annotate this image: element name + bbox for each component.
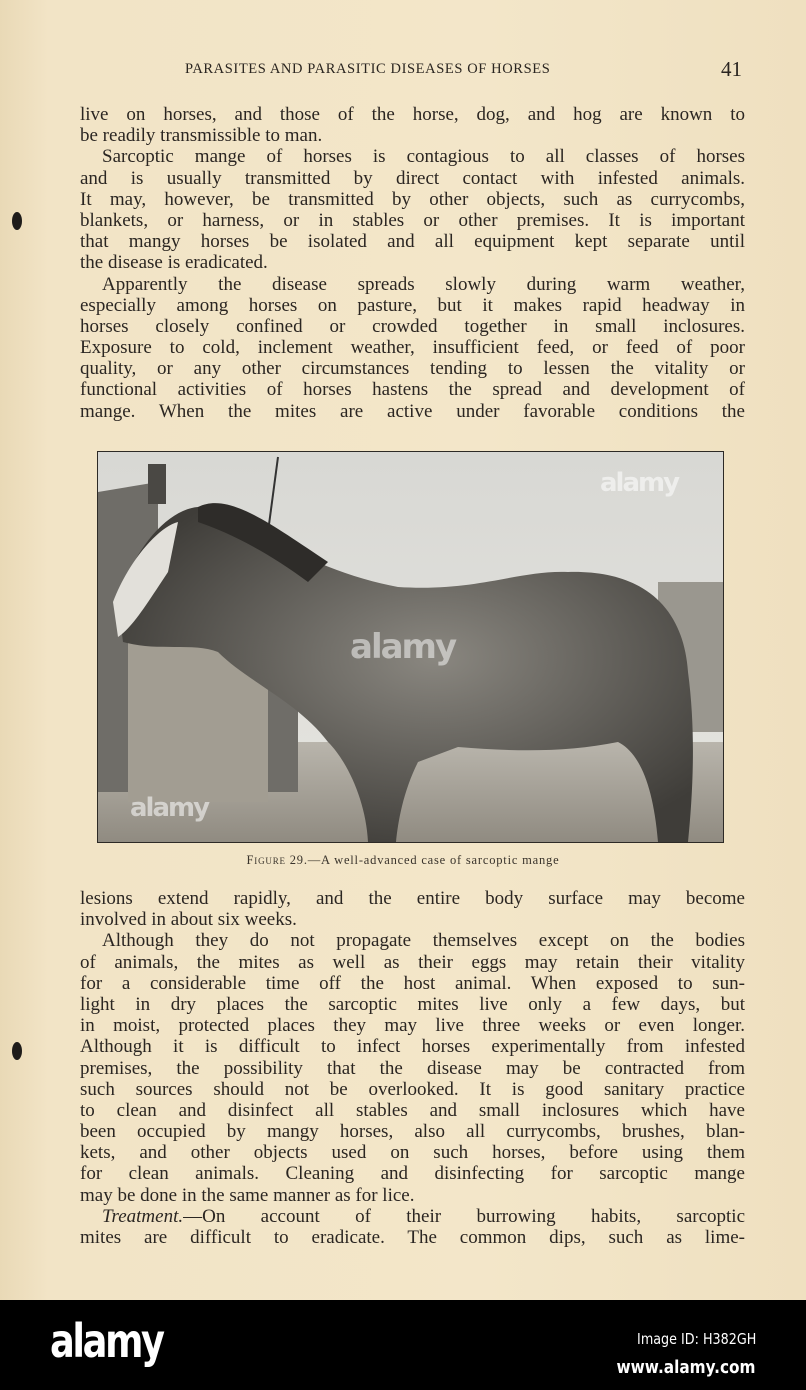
- text-line: involved in about six weeks.: [80, 909, 297, 931]
- figure-caption: [0, 853, 806, 868]
- text-line: mites are difficult to eradicate. The common dips, such as lime-: [80, 1227, 745, 1248]
- stock-footer: [0, 1300, 806, 1390]
- text-line: blankets, or harness, or in stables or other premises. It is important: [80, 209, 745, 231]
- text-line: for clean animals. Cleaning and disinfecting for sarcoptic mange: [80, 1163, 745, 1185]
- text-line: Exposure to cold, inclement weather, insufficient feed, or feed of poor: [80, 337, 745, 359]
- text-line: Apparently the disease spreads slowly during warm weather,: [102, 273, 745, 295]
- text-line: live on horses, and those of the horse, dog, and hog are known to: [80, 104, 745, 125]
- watermark: alamy: [350, 627, 456, 667]
- text-line: light in dry places the sarcoptic mites live only a few days, but: [80, 993, 745, 1015]
- text-line: for a considerable time off the host animal. When exposed to sun-: [80, 972, 745, 994]
- watermark: alamy: [600, 468, 679, 498]
- text-line: in moist, protected places they may live three weeks or even longer.: [80, 1015, 745, 1037]
- text-line: Although they do not propagate themselves except on the bodies: [102, 930, 745, 952]
- text-line: Sarcoptic mange of horses is contagious to all classes of horses: [102, 146, 745, 168]
- binding-hole: [12, 1042, 22, 1060]
- text-line: that mangy horses be isolated and all equipment kept separate until: [80, 231, 745, 253]
- alamy-logo: alamy: [50, 1314, 163, 1368]
- watermark: alamy: [130, 793, 209, 823]
- text-line: especially among horses on pasture, but it makes rapid headway in: [80, 294, 745, 316]
- text-line: been occupied by mangy horses, also all currycombs, brushes, blan-: [80, 1121, 745, 1143]
- text-line: to clean and disinfect all stables and small inclosures which have: [80, 1099, 745, 1121]
- text-line: may be done in the same manner as for lice.: [80, 1184, 415, 1206]
- text-line: be readily transmissible to man.: [80, 125, 323, 147]
- running-title: PARASITES AND PARASITIC DISEASES OF HORSES: [185, 61, 551, 77]
- page-number: 41: [721, 57, 742, 81]
- text-line: horses closely confined or crowded together in small inclosures.: [80, 315, 745, 337]
- text-line: the disease is eradicated.: [80, 252, 268, 274]
- text-line: Treatment.—On account of their burrowing habits, sarcoptic: [102, 1205, 745, 1227]
- figure-label: Figure 29.: [246, 853, 308, 867]
- text-line: premises, the possibility that the disease may be contracted from: [80, 1057, 745, 1079]
- text-line: and is usually transmitted by direct contact with infested animals.: [80, 167, 745, 189]
- text-line: lesions extend rapidly, and the entire body surface may become: [80, 888, 745, 909]
- text-line: Although it is difficult to infect horses experimentally from infested: [80, 1036, 745, 1058]
- site-url: www.alamy.com: [617, 1357, 756, 1378]
- figure-caption-text: —A well-advanced case of sarcoptic mange: [307, 853, 560, 867]
- section-lead-in: Treatment.: [102, 1205, 184, 1227]
- text-line: quality, or any other circumstances tending to lessen the vitality or: [80, 358, 745, 380]
- image-id: Image ID: H382GH: [636, 1330, 756, 1348]
- text-block-top: [80, 104, 745, 422]
- text-line: functional activities of horses hastens the spread and development of: [80, 379, 745, 401]
- text-line: It may, however, be transmitted by other objects, such as currycombs,: [80, 188, 745, 210]
- text-line: kets, and other objects used on such horses, before using them: [80, 1142, 745, 1164]
- text-line: mange. When the mites are active under favorable conditions the: [80, 400, 745, 422]
- text-line: of animals, the mites as well as their eggs may retain their vitality: [80, 951, 745, 973]
- text-line: such sources should not be overlooked. It is good sanitary practice: [80, 1078, 745, 1100]
- binding-hole: [12, 212, 22, 230]
- text-block-bottom: [80, 888, 745, 1248]
